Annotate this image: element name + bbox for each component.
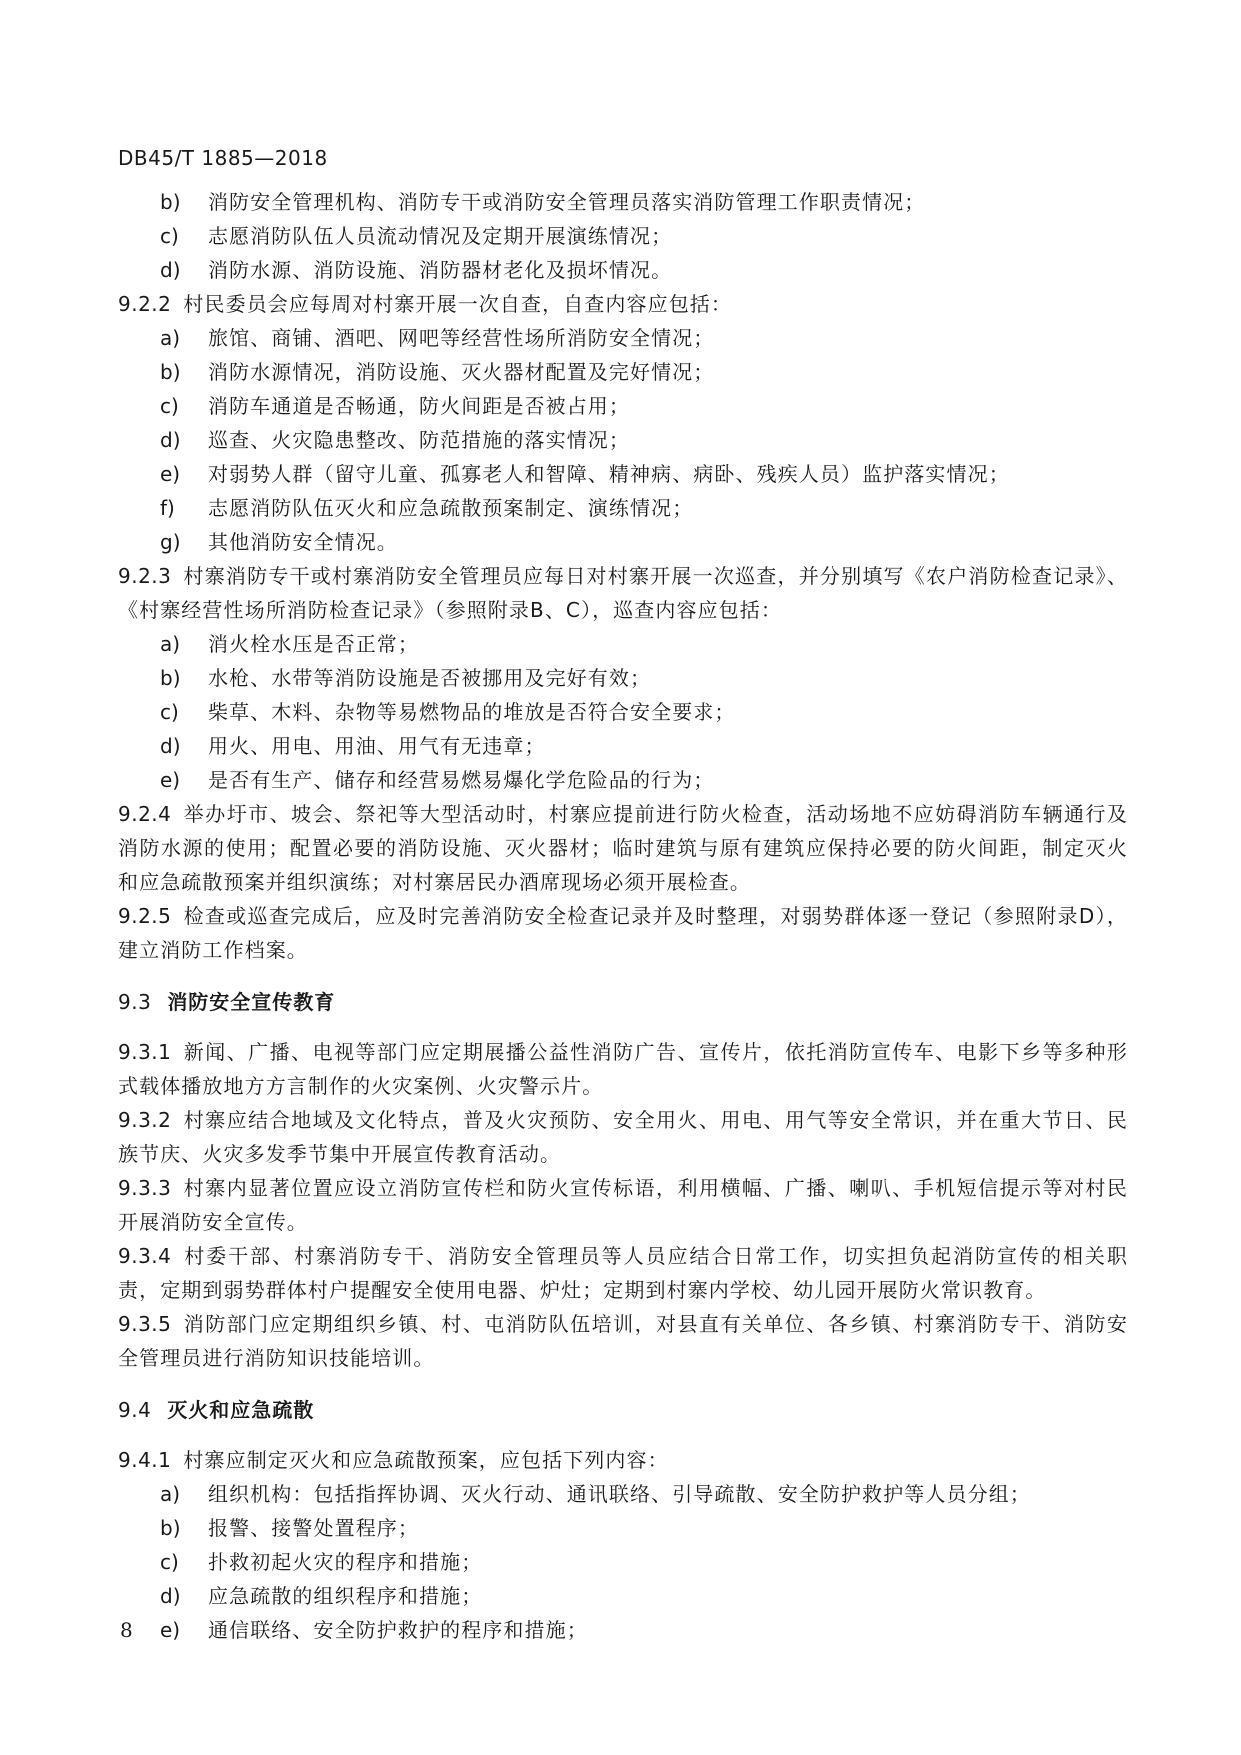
section-title: 灭火和应急疏散 — [167, 1398, 315, 1422]
clause-number: 9.4.1 — [118, 1448, 172, 1472]
list-item-label: d) — [160, 428, 181, 452]
list-item — [118, 389, 1128, 423]
list-item-label: c) — [160, 224, 179, 248]
list-item-label: c) — [160, 394, 179, 418]
clause-number: 9.3.4 — [118, 1244, 172, 1268]
list-item — [118, 763, 1128, 797]
list-item — [118, 729, 1128, 763]
list-item — [118, 1579, 1128, 1613]
list-item — [118, 1477, 1128, 1511]
section-title: 消防安全宣传教育 — [167, 990, 336, 1014]
list-item-text: 应急疏散的组织程序和措施； — [208, 1584, 483, 1608]
clause-number: 9.2.4 — [118, 802, 172, 826]
list-item — [118, 321, 1128, 355]
clause-number: 9.3.1 — [118, 1040, 172, 1064]
list-item — [118, 1511, 1128, 1545]
list-item-text: 巡查、火灾隐患整改、防范措施的落实情况； — [208, 428, 630, 452]
clause-number: 9.2.3 — [118, 564, 172, 588]
list-item-label: d) — [160, 1584, 181, 1608]
list-item-label: e) — [160, 768, 181, 792]
clause-text: 村寨应结合地域及文化特点，普及火灾预防、安全用火、用电、用气等安全常识，并在重大节日、民族节庆、火灾多发季节集中开展宣传教育活动。 — [118, 1108, 1128, 1166]
list-item — [118, 491, 1128, 525]
list-item — [118, 423, 1128, 457]
list-item — [118, 695, 1128, 729]
clause-paragraph — [118, 287, 1128, 321]
list-item-text: 志愿消防队伍灭火和应急疏散预案制定、演练情况； — [208, 496, 694, 520]
list-item-label: b) — [160, 190, 181, 214]
list-item-text: 是否有生产、储存和经营易燃易爆化学危险品的行为； — [208, 768, 715, 792]
list-item-label: c) — [160, 1550, 179, 1574]
list-item-label: b) — [160, 666, 181, 690]
page-number: 8 — [120, 1618, 133, 1642]
clause-text: 举办圩市、坡会、祭祀等大型活动时，村寨应提前进行防火检查，活动场地不应妨碍消防车辆通行及消防水源的使用；配置必要的消防设施、灭火器材；临时建筑与原有建筑应保持必要的防火间距，制定灭火和应急疏散预案并组织演练；对村寨居民办酒席现场必须开展检查。 — [118, 802, 1128, 894]
clause-text: 村民委员会应每周对村寨开展一次自查，自查内容应包括： — [183, 292, 732, 316]
clause-number: 9.3.2 — [118, 1108, 172, 1132]
clause-text: 村寨消防专干或村寨消防安全管理员应每日对村寨开展一次巡查，并分别填写《农户消防检查记录》、《村寨经营性场所消防检查记录》（参照附录B、C），巡查内容应包括： — [118, 564, 1128, 622]
list-item — [118, 661, 1128, 695]
list-item — [118, 1545, 1128, 1579]
clause-number: 9.3.5 — [118, 1312, 172, 1336]
clause-paragraph — [118, 559, 1128, 627]
list-item-label: e) — [160, 1618, 181, 1642]
list-item — [118, 1613, 1128, 1647]
clause-text: 村委干部、村寨消防专干、消防安全管理员等人员应结合日常工作，切实担负起消防宣传的相关职责，定期到弱势群体村户提醒安全使用电器、炉灶；定期到村寨内学校、幼儿园开展防火常识教育。 — [118, 1244, 1128, 1302]
clause-paragraph — [118, 899, 1128, 967]
list-item-label: a) — [160, 326, 181, 350]
section-number: 9.4 — [118, 1398, 152, 1422]
list-item-text: 消防水源情况，消防设施、灭火器材配置及完好情况； — [208, 360, 715, 384]
list-item-label: c) — [160, 700, 179, 724]
list-item-text: 消防车通道是否畅通，防火间距是否被占用； — [208, 394, 630, 418]
section-number: 9.3 — [118, 990, 152, 1014]
list-item-text: 柴草、木料、杂物等易燃物品的堆放是否符合安全要求； — [208, 700, 736, 724]
list-item-text: 水枪、水带等消防设施是否被挪用及完好有效； — [208, 666, 652, 690]
list-item-text: 消防水源、消防设施、消防器材老化及损坏情况。 — [208, 258, 673, 282]
list-item-label: d) — [160, 734, 181, 758]
list-item-text: 对弱势人群（留守儿童、孤寡老人和智障、精神病、病卧、残疾人员）监护落实情况； — [208, 462, 1010, 486]
list-item-text: 旅馆、商铺、酒吧、网吧等经营性场所消防安全情况； — [208, 326, 715, 350]
clause-text: 村寨内显著位置应设立消防宣传栏和防火宣传标语，利用横幅、广播、喇叭、手机短信提示等对村民开展消防安全宣传。 — [118, 1176, 1128, 1234]
clause-number: 9.2.5 — [118, 904, 172, 928]
list-item-label: f) — [160, 496, 175, 520]
list-item-label: e) — [160, 462, 181, 486]
list-item — [118, 525, 1128, 559]
list-item — [118, 355, 1128, 389]
document-body — [118, 185, 1128, 1647]
list-item-text: 其他消防安全情况。 — [208, 530, 398, 554]
list-item-text: 扑救初起火灾的程序和措施； — [208, 1550, 483, 1574]
list-item — [118, 219, 1128, 253]
clause-paragraph — [118, 1171, 1128, 1239]
list-item-label: b) — [160, 1516, 181, 1540]
clause-number: 9.2.2 — [118, 292, 172, 316]
list-item — [118, 253, 1128, 287]
document-id: DB45/T 1885—2018 — [118, 146, 328, 170]
list-item-text: 消火栓水压是否正常； — [208, 632, 419, 656]
list-item — [118, 457, 1128, 491]
clause-text: 村寨应制定灭火和应急疏散预案，应包括下列内容： — [183, 1448, 669, 1472]
list-item-text: 志愿消防队伍人员流动情况及定期开展演练情况； — [208, 224, 673, 248]
clause-number: 9.3.3 — [118, 1176, 172, 1200]
list-item-text: 用火、用电、用油、用气有无违章； — [208, 734, 546, 758]
list-item-text: 报警、接警处置程序； — [208, 1516, 419, 1540]
list-item — [118, 627, 1128, 661]
clause-paragraph — [118, 1307, 1128, 1375]
list-item-label: d) — [160, 258, 181, 282]
section-heading — [118, 1393, 1128, 1427]
list-item — [118, 185, 1128, 219]
clause-paragraph — [118, 1035, 1128, 1103]
list-item-label: a) — [160, 1482, 181, 1506]
list-item-text: 通信联络、安全防护救护的程序和措施； — [208, 1618, 588, 1642]
clause-paragraph — [118, 797, 1128, 899]
clause-paragraph — [118, 1443, 1128, 1477]
clause-paragraph — [118, 1239, 1128, 1307]
list-item-text: 组织机构：包括指挥协调、灭火行动、通讯联络、引导疏散、安全防护救护等人员分组； — [208, 1482, 1031, 1506]
clause-paragraph — [118, 1103, 1128, 1171]
clause-text: 新闻、广播、电视等部门应定期展播公益性消防广告、宣传片，依托消防宣传车、电影下乡等多种形式载体播放地方方言制作的火灾案例、火灾警示片。 — [118, 1040, 1128, 1098]
list-item-text: 消防安全管理机构、消防专干或消防安全管理员落实消防管理工作职责情况； — [208, 190, 926, 214]
list-item-label: b) — [160, 360, 181, 384]
list-item-label: g) — [160, 530, 181, 554]
list-item-label: a) — [160, 632, 181, 656]
clause-text: 检查或巡查完成后，应及时完善消防安全检查记录并及时整理，对弱势群体逐一登记（参照附录D），建立消防工作档案。 — [118, 904, 1128, 962]
section-heading — [118, 985, 1128, 1019]
clause-text: 消防部门应定期组织乡镇、村、屯消防队伍培训，对县直有关单位、各乡镇、村寨消防专干、消防安全管理员进行消防知识技能培训。 — [118, 1312, 1128, 1370]
